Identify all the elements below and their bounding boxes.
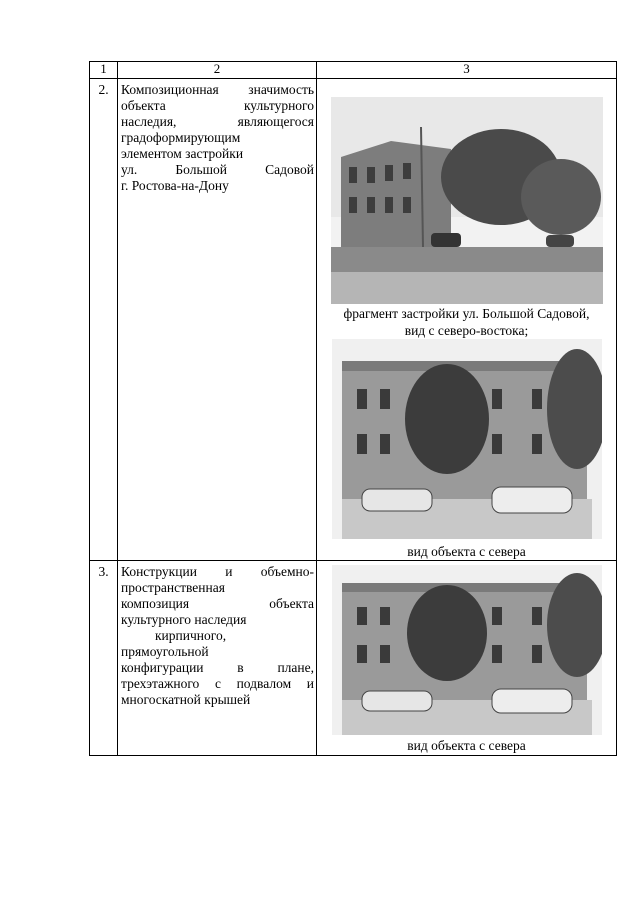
row-photos xyxy=(317,561,617,756)
photo-caption: фрагмент застройки ул. Большой Садовой, xyxy=(343,306,590,321)
row-number: 2. xyxy=(90,79,118,561)
street-photo xyxy=(331,97,603,304)
row-photos xyxy=(317,79,617,561)
table-row xyxy=(90,79,617,561)
document-table xyxy=(89,61,617,756)
header-col-1: 1 xyxy=(90,62,118,79)
row-description: Конструкции и объемно- пространственная композиция объекта культурного наследия кирпичного, прямоугольной конфигурации в плане, трехэтажного с подвалом и многоскатной крышей xyxy=(118,561,317,756)
photo-caption: вид объекта с севера xyxy=(407,738,526,753)
row-number: 3. xyxy=(90,561,118,756)
building-photo xyxy=(332,565,602,735)
building-photo xyxy=(332,339,602,539)
row-description: Композиционная значимость объекта культурного наследия, являющегося градоформирующим элементом застройки ул. Большой Садовой г. Ростова-на-Дону xyxy=(118,79,317,561)
photo-caption: вид объекта с севера xyxy=(407,544,526,559)
table-header-row xyxy=(90,62,617,79)
photo-caption: вид с северо-востока; xyxy=(404,323,529,338)
header-col-3: 3 xyxy=(317,62,617,79)
header-col-2: 2 xyxy=(118,62,317,79)
table-row xyxy=(90,561,617,756)
